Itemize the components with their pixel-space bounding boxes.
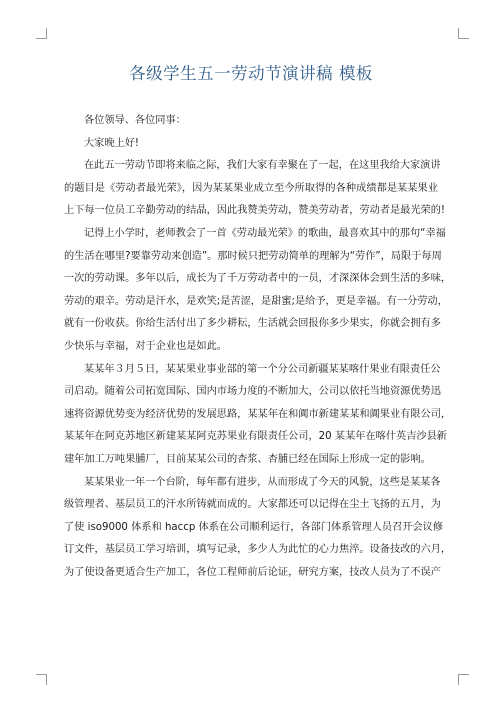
paragraph-line: 某某年在阿克苏地区新建某某阿克苏果业有限责任公司，20 某某年在喀什英吉沙县新 bbox=[64, 431, 447, 443]
paragraph-1 bbox=[64, 155, 446, 223]
paragraph-4 bbox=[64, 472, 452, 585]
paragraph-line: 级管理者、基层员工的汗水所铸就而成的。大家都还可以记得在尘土飞扬的五月，为 bbox=[64, 499, 441, 511]
paragraph-3 bbox=[64, 359, 452, 472]
page-corner-mark-bottom-right bbox=[458, 674, 469, 685]
paragraph-line: 建年加工万吨果脯厂，目前某某公司的杏浆、杏脯已经在国际上形成一定的影响。 bbox=[64, 453, 431, 465]
paragraph-line: 少快乐与幸福，对于企业也是如此。 bbox=[64, 340, 227, 352]
page-corner-mark-bottom-left bbox=[36, 674, 47, 685]
paragraph-line: 记得上小学时，老师教会了一首《劳动最光荣》的歌曲，最喜欢其中的那句“幸福 bbox=[84, 227, 446, 239]
paragraph-line: 的生活在哪里?要靠劳动来创造”。那时候只把劳动简单的理解为“劳作”，局限于每周 bbox=[64, 250, 442, 262]
paragraph-line: 劳动的艰辛。劳动是汗水，是欢笑;是苦涩，是甜蜜;是给予，更是幸福。有一分劳动， bbox=[64, 295, 448, 307]
paragraph-line: 在此五一劳动节即将来临之际，我们大家有幸聚在了一起，在这里我给大家演讲 bbox=[84, 160, 441, 172]
paragraph-line: 司启动。随着公司拓宽国际、国内市场力度的不断加大，公司以依托当地资源优势迅 bbox=[64, 386, 441, 398]
paragraph-line: 的题目是《劳动者最光荣》，因为某某果业成立至今所取得的各种成绩都是某某果业 bbox=[64, 182, 438, 194]
paragraph-line: 订文件，基层员工学习培训，填写记录，多少人为此忙的心力焦淬。设备技改的六月， bbox=[64, 544, 452, 556]
paragraph-line: 为了使设备更适合生产加工，各位工程师前后论证，研究方案，技改人员为了不误产 bbox=[64, 566, 441, 578]
paragraph-line: 一次的劳动课。多年以后，成长为了千万劳动者中的一员，才深深体会到生活的多味， bbox=[64, 273, 452, 285]
paragraph-line: 某某果业一年一个台阶，每年都有进步，从而形成了今天的风貌，这些是某某各 bbox=[84, 476, 441, 488]
page-corner-mark-top-right bbox=[458, 28, 469, 39]
paragraph-line: 速将资源优势变为经济优势的发展思路，某某年在和阗市新建某某和阗果业有限公司， bbox=[64, 408, 452, 420]
greeting: 大家晚上好! bbox=[84, 137, 140, 149]
paragraph-line: 上下每一位员工辛勤劳动的结晶，因此我赞美劳动，赞美劳动者，劳动者是最光荣的! bbox=[64, 205, 446, 217]
document-title: 各级学生五一劳动节演讲稿 模板 bbox=[129, 64, 373, 83]
page-corner-mark-top-left bbox=[36, 28, 47, 39]
paragraph-line: 某某年３月５日，某某果业事业部的第一个分公司新疆某某喀什果业有限责任公 bbox=[84, 363, 441, 375]
paragraph-line: 就有一份收获。你给生活付出了多少耕耘，生活就会回报你多少果实，你就会拥有多 bbox=[64, 318, 441, 330]
paragraph-2 bbox=[64, 223, 452, 359]
salutation: 各位领导、各位同事： bbox=[84, 115, 186, 126]
document-page bbox=[64, 60, 452, 584]
paragraph-line: 了使 iso9000 体系和 haccp 体系在公司顺利运行，各部门体系管理人员召开会议修 bbox=[64, 521, 444, 533]
